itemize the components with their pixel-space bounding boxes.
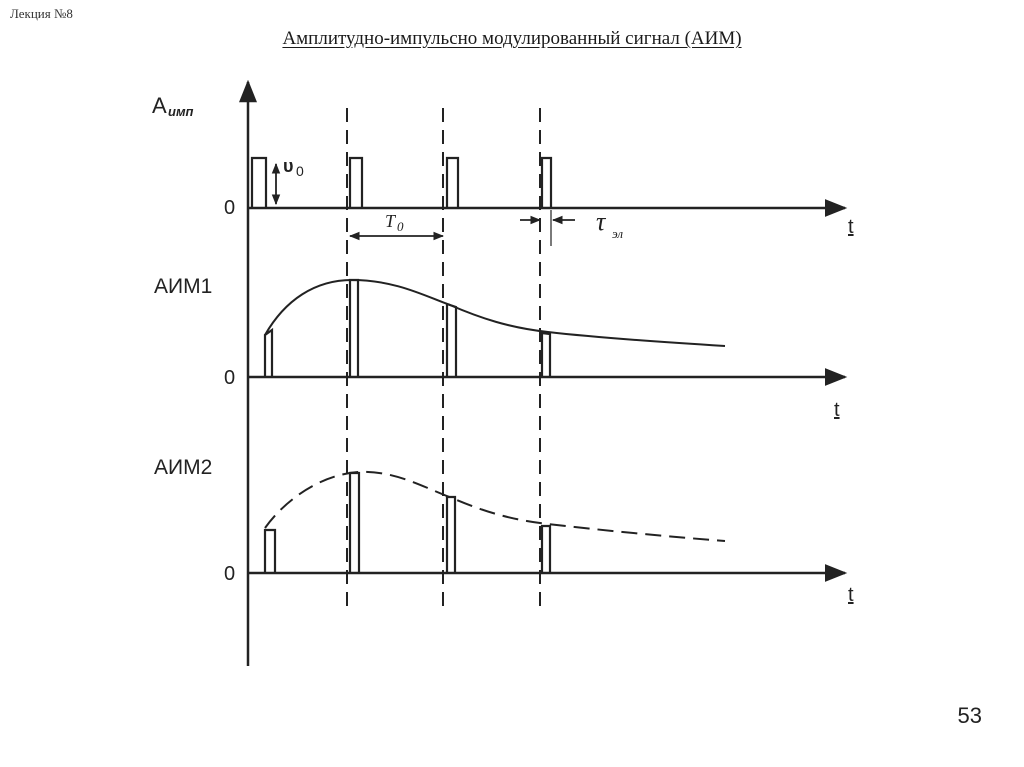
aim1-envelope [265, 280, 725, 346]
aim2-label: АИМ2 [154, 456, 213, 479]
aim2-envelope [265, 472, 725, 541]
aim2-pulse-1 [350, 473, 359, 573]
aim1-pulse-3 [542, 333, 550, 377]
amplitude-label-sub: 0 [296, 163, 304, 179]
zero-label-aim1: 0 [224, 367, 236, 389]
amplitude-label: υ [283, 156, 294, 176]
slide-title: Амплитудно-импульсно модулированный сигнал (АИМ) [282, 28, 742, 49]
lecture-label: Лекция №8 [10, 6, 73, 21]
aim1-pulses [265, 280, 550, 377]
tau-label-sub: эл [612, 226, 624, 241]
aim1-pulse-1 [350, 280, 358, 377]
period-label-sub: 0 [397, 219, 404, 234]
zero-label-top: 0 [224, 197, 236, 219]
period-label: T [385, 211, 396, 231]
slide-number: 53 [957, 703, 982, 728]
carrier-pulse-1 [350, 158, 362, 208]
t-label-aim2: t [848, 584, 854, 606]
aim1-pulse-0 [265, 330, 272, 377]
y-axis-label: A [152, 93, 167, 118]
carrier-pulse-3 [542, 158, 551, 208]
tau-label: τ [596, 207, 606, 236]
t-label-top: t [848, 216, 854, 238]
aim2-pulse-2 [447, 497, 455, 573]
t-label-aim1: t [834, 399, 840, 421]
aim1-pulse-2 [447, 304, 456, 377]
zero-label-aim2: 0 [224, 563, 236, 585]
carrier-pulse-0 [252, 158, 266, 208]
y-axis-label-sub: имп [168, 104, 194, 119]
carrier-pulse-2 [447, 158, 458, 208]
aim2-pulse-3 [542, 526, 550, 573]
aim2-pulse-0 [265, 530, 275, 573]
aim1-label: АИМ1 [154, 275, 213, 298]
